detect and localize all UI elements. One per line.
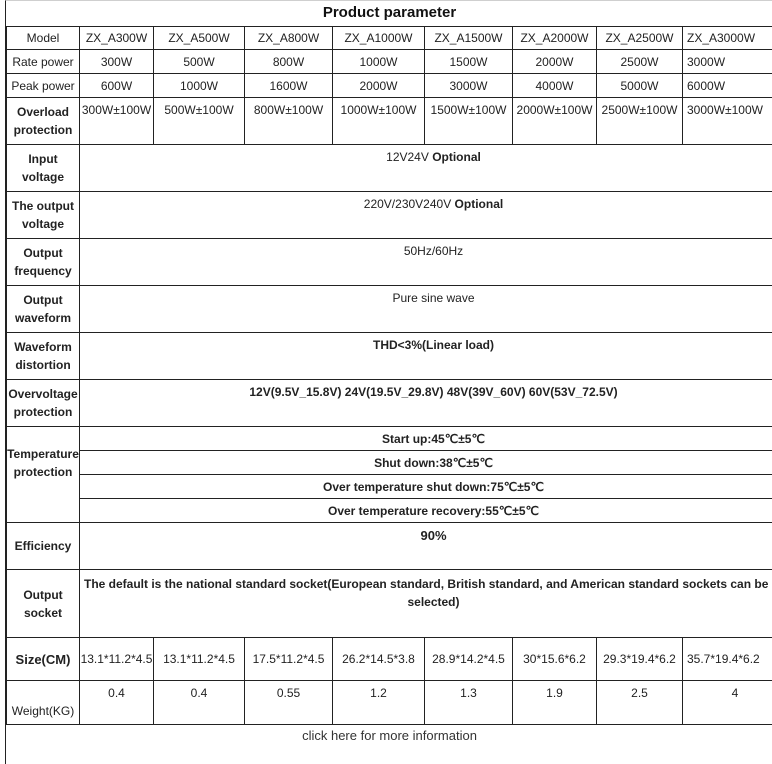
peak-power-cell: 1600W <box>245 74 333 98</box>
output-waveform-value: Pure sine wave <box>80 286 772 333</box>
rate-power-cell: 800W <box>245 50 333 74</box>
model-row <box>7 27 772 50</box>
rate-power-cell: 1000W <box>333 50 425 74</box>
temperature-row-3 <box>7 475 772 499</box>
weight-cell: 1.3 <box>425 681 513 725</box>
size-cell: 30*15.6*6.2 <box>513 638 597 681</box>
waveform-distortion-value: THD<3%(Linear load) <box>80 333 772 380</box>
label-output-frequency: Output frequency <box>7 239 80 286</box>
size-cell: 29.3*19.4*6.2 <box>597 638 683 681</box>
label-model: Model <box>7 27 80 50</box>
label-input-voltage: Input voltage <box>7 145 80 192</box>
output-socket-line-2: selected) <box>80 593 772 611</box>
model-cell: ZX_A2500W <box>597 27 683 50</box>
label-weight: Weight(KG) <box>7 681 80 725</box>
overvoltage-value: 12V(9.5V_15.8V) 24V(19.5V_29.8V) 48V(39V_60V) 60V(53V_72.5V) <box>80 380 772 427</box>
temperature-row-1 <box>7 427 772 451</box>
parameter-table <box>6 26 772 725</box>
weight-cell: 1.2 <box>333 681 425 725</box>
model-cell: ZX_A1500W <box>425 27 513 50</box>
output-voltage-text: 220V/230V240V <box>364 197 451 211</box>
temperature-row-4 <box>7 499 772 523</box>
output-voltage-value <box>80 192 772 239</box>
output-socket-line-1: The default is the national standard socket(European standard, British standard, and American standard sockets can be <box>80 575 760 593</box>
output-frequency-value: 50Hz/60Hz <box>80 239 772 286</box>
peak-power-cell: 600W <box>80 74 154 98</box>
peak-power-row <box>7 74 772 98</box>
weight-row <box>7 681 772 725</box>
size-cell: 17.5*11.2*4.5 <box>245 638 333 681</box>
input-voltage-text: 12V24V <box>386 150 429 164</box>
model-cell: ZX_A500W <box>154 27 245 50</box>
label-temperature-protection: Temperature protection <box>7 427 80 523</box>
model-cell: ZX_A2000W <box>513 27 597 50</box>
overload-cell: 500W±100W <box>154 98 245 145</box>
more-info-link[interactable]: click here for more information <box>302 728 477 743</box>
weight-cell: 0.55 <box>245 681 333 725</box>
efficiency-value: 90% <box>80 523 772 570</box>
temperature-start-up: Start up:45℃±5℃ <box>80 427 772 451</box>
model-cell: ZX_A3000W <box>683 27 772 50</box>
page-title: Product parameter <box>6 1 772 26</box>
input-voltage-value <box>80 145 772 192</box>
product-parameter-table-container <box>5 0 772 764</box>
rate-power-cell: 1500W <box>425 50 513 74</box>
output-voltage-optional: Optional <box>455 197 504 211</box>
peak-power-cell: 3000W <box>425 74 513 98</box>
weight-cell: 0.4 <box>154 681 245 725</box>
size-cell: 35.7*19.4*6.2 <box>683 638 772 681</box>
peak-power-cell: 6000W <box>683 74 772 98</box>
overload-cell: 2000W±100W <box>513 98 597 145</box>
output-frequency-row <box>7 239 772 286</box>
output-voltage-row <box>7 192 772 239</box>
temperature-shut-down: Shut down:38℃±5℃ <box>80 451 772 475</box>
output-socket-row <box>7 570 772 638</box>
weight-cell: 1.9 <box>513 681 597 725</box>
peak-power-cell: 4000W <box>513 74 597 98</box>
rate-power-row <box>7 50 772 74</box>
overload-cell: 800W±100W <box>245 98 333 145</box>
model-cell: ZX_A300W <box>80 27 154 50</box>
size-row <box>7 638 772 681</box>
peak-power-cell: 1000W <box>154 74 245 98</box>
overload-cell: 2500W±100W <box>597 98 683 145</box>
rate-power-cell: 300W <box>80 50 154 74</box>
output-socket-value <box>80 570 772 638</box>
weight-cell: 0.4 <box>80 681 154 725</box>
overload-cell: 3000W±100W <box>683 98 772 145</box>
size-cell: 13.1*11.2*4.5 <box>80 638 154 681</box>
rate-power-cell: 2500W <box>597 50 683 74</box>
label-peak-power: Peak power <box>7 74 80 98</box>
waveform-distortion-row <box>7 333 772 380</box>
size-cell: 26.2*14.5*3.8 <box>333 638 425 681</box>
label-size: Size(CM) <box>7 638 80 681</box>
overload-row <box>7 98 772 145</box>
rate-power-cell: 500W <box>154 50 245 74</box>
label-overvoltage-protection: Overvoltage protection <box>7 380 80 427</box>
output-waveform-row <box>7 286 772 333</box>
label-overload-protection: Overload protection <box>7 98 80 145</box>
model-cell: ZX_A800W <box>245 27 333 50</box>
label-waveform-distortion: Waveform distortion <box>7 333 80 380</box>
label-output-voltage: The output voltage <box>7 192 80 239</box>
input-voltage-row <box>7 145 772 192</box>
weight-cell: 4 <box>683 681 772 725</box>
label-output-waveform: Output waveform <box>7 286 80 333</box>
label-rate-power: Rate power <box>7 50 80 74</box>
label-efficiency: Efficiency <box>7 523 80 570</box>
efficiency-row <box>7 523 772 570</box>
weight-cell: 2.5 <box>597 681 683 725</box>
temperature-row-2 <box>7 451 772 475</box>
size-cell: 13.1*11.2*4.5 <box>154 638 245 681</box>
temperature-over-shutdown: Over temperature shut down:75℃±5℃ <box>80 475 772 499</box>
rate-power-cell: 2000W <box>513 50 597 74</box>
model-cell: ZX_A1000W <box>333 27 425 50</box>
temperature-over-recovery: Over temperature recovery:55℃±5℃ <box>80 499 772 523</box>
rate-power-cell: 3000W <box>683 50 772 74</box>
size-cell: 28.9*14.2*4.5 <box>425 638 513 681</box>
overload-cell: 1500W±100W <box>425 98 513 145</box>
overload-cell: 300W±100W <box>80 98 154 145</box>
peak-power-cell: 5000W <box>597 74 683 98</box>
more-info-row <box>6 728 772 743</box>
label-output-socket: Output socket <box>7 570 80 638</box>
input-voltage-optional: Optional <box>432 150 481 164</box>
overvoltage-row <box>7 380 772 427</box>
overload-cell: 1000W±100W <box>333 98 425 145</box>
peak-power-cell: 2000W <box>333 74 425 98</box>
